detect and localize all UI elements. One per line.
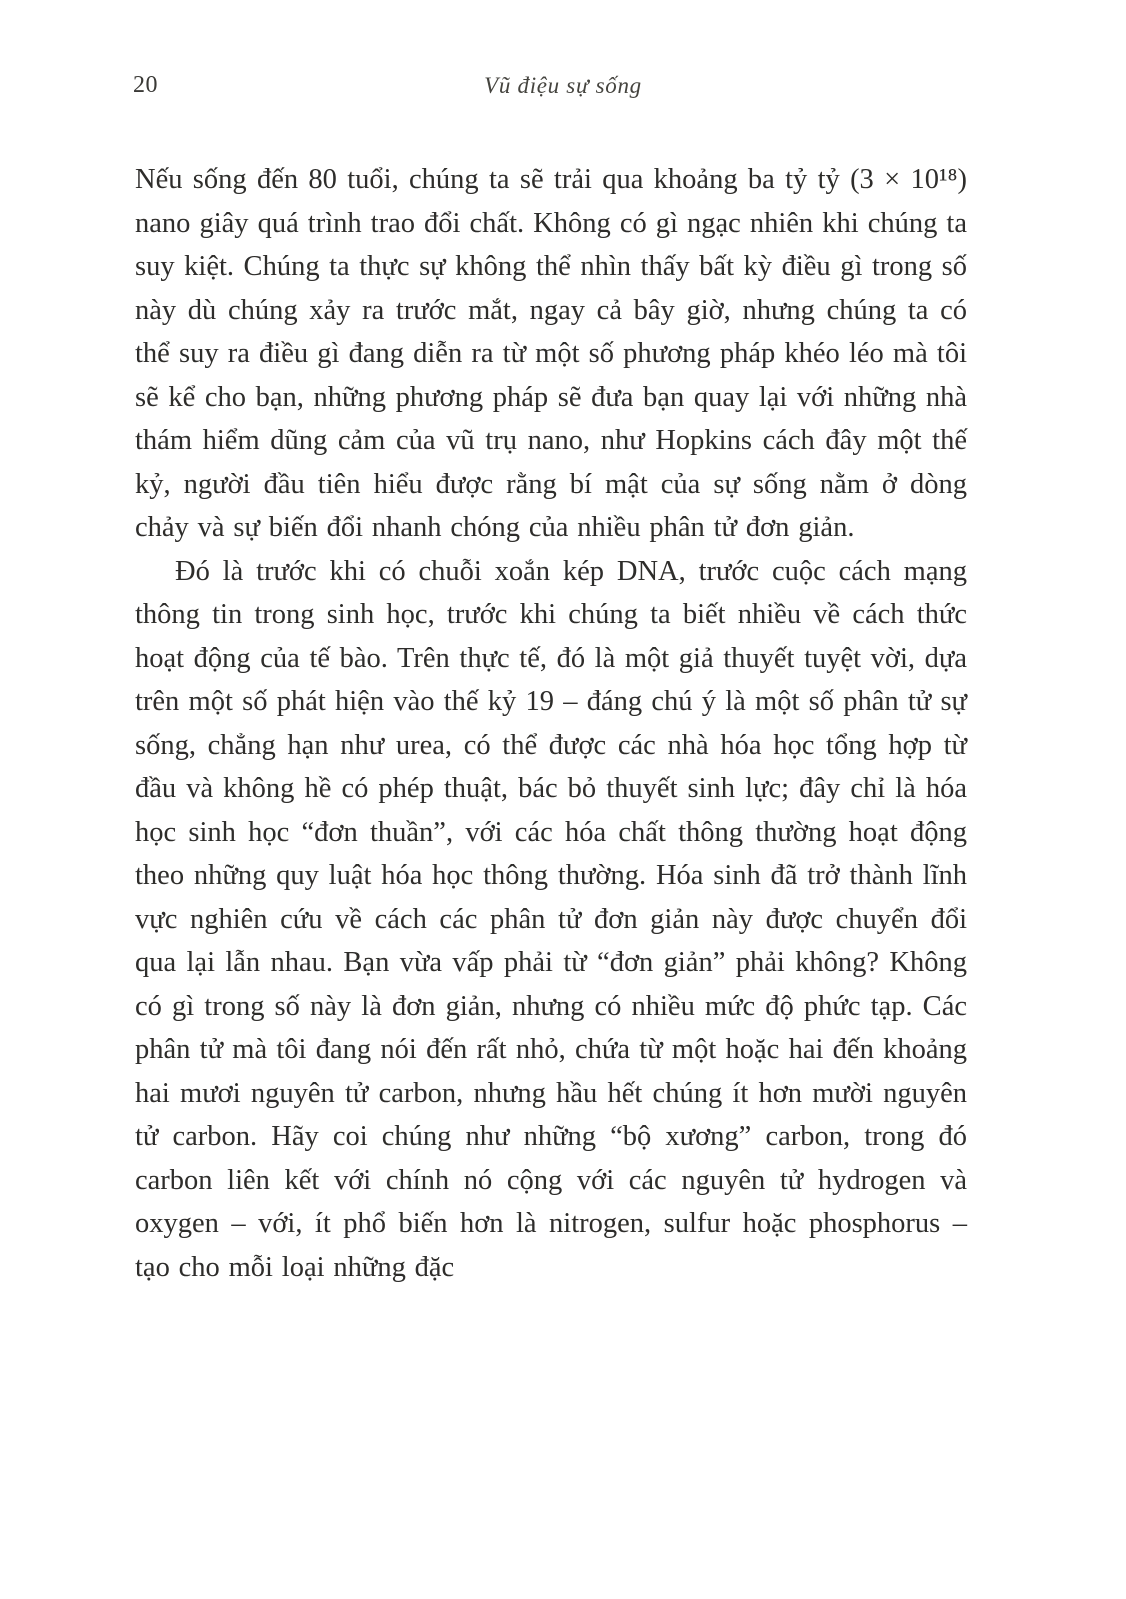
paragraph-2: Đó là trước khi có chuỗi xoắn kép DNA, trước cuộc cách mạng thông tin trong sinh học, trước khi chúng ta biết nhiều về cách thức hoạt động của tế bào. Trên thực tế, đó là một giả thuyết tuyệt vời, dựa trên một số phát hiện vào thế kỷ 19 – đáng chú ý là một số phân tử sự sống, chẳng hạn như urea, có thể được các nhà hóa học tổng hợp từ đầu và không hề có phép thuật, bác bỏ thuyết sinh lực; đây chỉ là hóa học sinh học “đơn thuần”, với các hóa chất thông thường hoạt động theo những quy luật hóa học thông thường. Hóa sinh đã trở thành lĩnh vực nghiên cứu về cách các phân tử đơn giản này được chuyển đổi qua lại lẫn nhau. Bạn vừa vấp phải từ “đơn giản” phải không? Không có gì trong số này là đơn giản, nhưng có nhiều mức độ phức tạp. Các phân tử mà tôi đang nói đến rất nhỏ, chứa từ một hoặc hai đến khoảng hai mươi nguyên tử carbon, nhưng hầu hết chúng ít hơn mười nguyên tử carbon. Hãy coi chúng như những “bộ xương” carbon, trong đó carbon liên kết với chính nó cộng với các nguyên tử hydrogen và oxygen – với, ít phổ biến hơn là nitrogen, sulfur hoặc phosphorus – tạo cho mỗi loại những đặc	[135, 555, 967, 1283]
page-number: 20	[133, 72, 158, 98]
page-header	[0, 72, 1126, 108]
running-header-title: Vũ điệu sự sống	[484, 73, 642, 98]
body-text	[135, 158, 967, 1289]
paragraph-1: Nếu sống đến 80 tuổi, chúng ta sẽ trải qua khoảng ba tỷ tỷ (3 × 10¹⁸) nano giây quá trình trao đổi chất. Không có gì ngạc nhiên khi chúng ta suy kiệt. Chúng ta thực sự không thể nhìn thấy bất kỳ điều gì trong số này dù chúng xảy ra trước mắt, ngay cả bây giờ, nhưng chúng ta có thể suy ra điều gì đang diễn ra từ một số phương pháp khéo léo mà tôi sẽ kể cho bạn, những phương pháp sẽ đưa bạn quay lại với những nhà thám hiểm dũng cảm của vũ trụ nano, như Hopkins cách đây một thế kỷ, người đầu tiên hiểu được rằng bí mật của sự sống nằm ở dòng chảy và sự biến đổi nhanh chóng của nhiều phân tử đơn giản.	[135, 164, 967, 543]
